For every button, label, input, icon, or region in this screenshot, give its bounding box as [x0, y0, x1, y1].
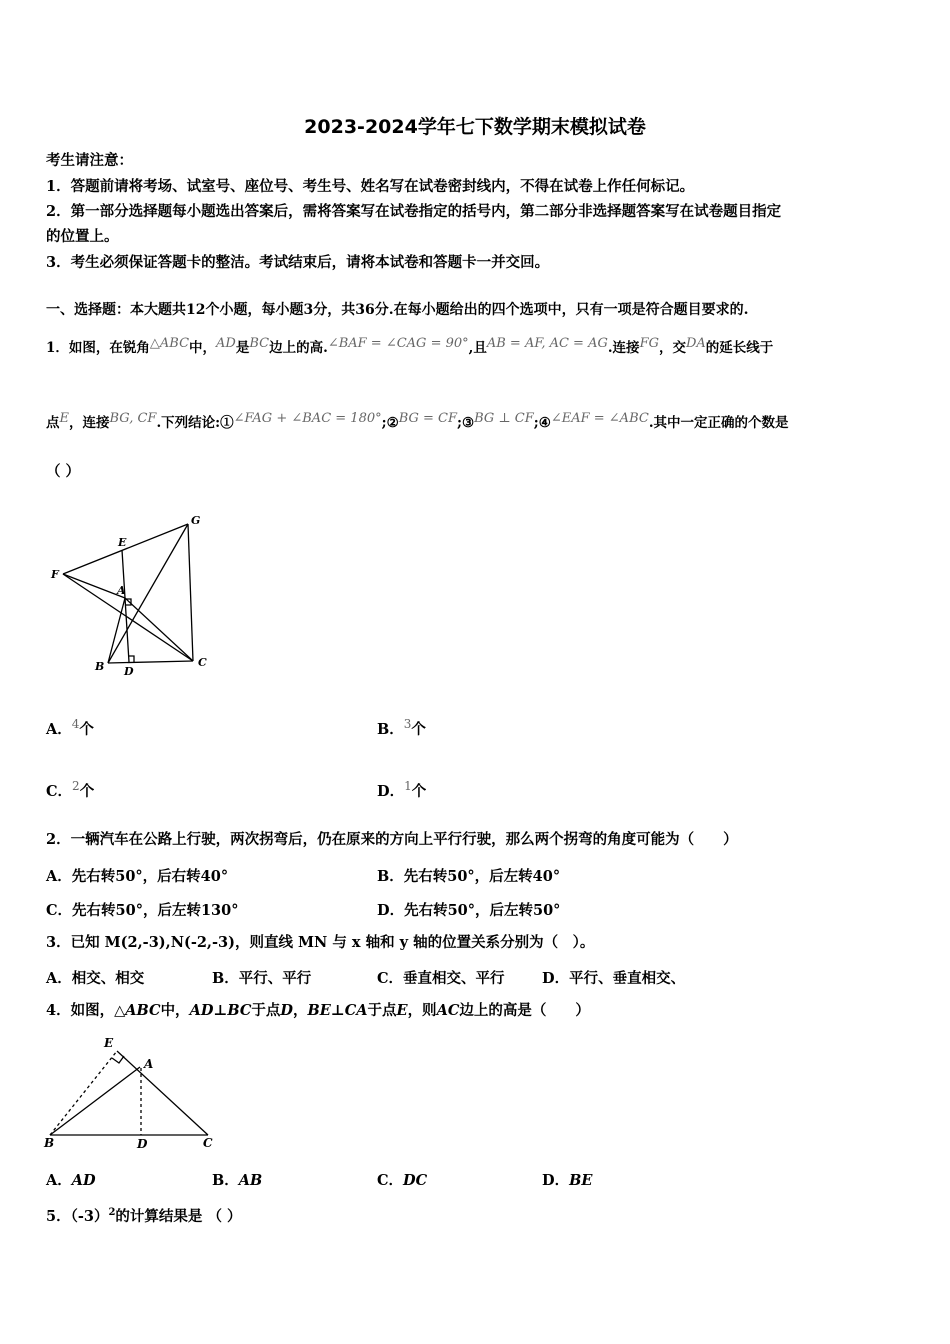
q4-option-b[interactable]: B．AB	[212, 1172, 263, 1189]
q4-option-d[interactable]: D．BE	[542, 1172, 593, 1189]
q1-fig-label-d: D	[124, 665, 134, 678]
q1-fig-label-c: C	[198, 656, 207, 669]
q1-option-b[interactable]: B．$^3$个	[377, 717, 426, 738]
q4-fig-label-a: A	[144, 1057, 154, 1071]
page-title: 2023-2024学年七下数学期末模拟试卷	[304, 116, 646, 138]
q1-line-2: 点E，连接BG, CF.下列结论:①∠FAG + ∠BAC = 180°;②BG = CF;③BG ⊥ CF;④∠EAF = ∠ABC.其中一定正确的个数是	[46, 411, 789, 431]
q5-stem: 5．$(-3)^2$的计算结果是 （ ）	[46, 1207, 242, 1225]
q1-answer-bracket: （ ）	[46, 463, 81, 480]
notice-item-3: 3．考生必须保证答题卡的整洁。考试结束后，请将本试卷和答题卡一并交回。	[46, 254, 550, 271]
q4-fig-label-c: C	[203, 1136, 213, 1150]
q4-option-a[interactable]: A．AD	[46, 1172, 96, 1189]
section-heading: 一、选择题：本大题共12个小题，每小题3分，共36分.在每小题给出的四个选项中，只有一项是符合题目要求的.	[46, 302, 749, 318]
q2-stem: 2．一辆汽车在公路上行驶，两次拐弯后，仍在原来的方向上平行行驶，那么两个拐弯的角度可能为（ ）	[46, 831, 738, 848]
q4-option-c[interactable]: C．DC	[377, 1172, 428, 1189]
q4-stem: 4．如图，△ABC中，AD⊥BC于点D，BE⊥CA于点E，则AC边上的高是（ ）	[46, 1002, 590, 1019]
q2-option-d[interactable]: D．先右转50°，后左转50°	[377, 902, 561, 919]
q1-fig-label-b: B	[95, 660, 105, 673]
q3-option-d[interactable]: D．平行、垂直相交、	[542, 970, 686, 987]
q3-option-a[interactable]: A．相交、相交	[46, 970, 145, 987]
q1-figure	[45, 510, 220, 680]
q3-option-c[interactable]: C．垂直相交、平行	[377, 970, 505, 987]
q4-fig-label-b: B	[44, 1136, 55, 1150]
notice-item-1: 1．答题前请将考场、试室号、座位号、考生号、姓名写在试卷密封线内，不得在试卷上作任何标记。	[46, 178, 695, 195]
q1-option-d[interactable]: D．$^1$个	[377, 779, 427, 800]
q4-fig-label-e: E	[104, 1036, 114, 1050]
q1-fig-label-a: A	[117, 584, 126, 597]
q3-option-b[interactable]: B．平行、平行	[212, 970, 312, 987]
q1-option-a[interactable]: A．$^4$个	[46, 717, 94, 738]
notice-heading: 考生请注意：	[46, 152, 133, 169]
q1-option-c[interactable]: C．$^2$个	[46, 779, 95, 800]
q1-fig-label-g: G	[191, 514, 201, 527]
q2-option-c[interactable]: C．先右转50°，后左转130°	[46, 902, 239, 919]
q2-option-a[interactable]: A．先右转50°，后右转40°	[46, 868, 229, 885]
q1-fig-label-f: F	[51, 568, 59, 581]
notice-item-2b: 的位置上。	[46, 228, 119, 245]
q4-fig-label-d: D	[137, 1137, 148, 1151]
q4-figure	[40, 1030, 225, 1155]
q1-line-1: 1．如图，在锐角△ABC中，AD是BC边上的高.∠BAF = ∠CAG = 90°,且AB = AF, AC = AG.连接FG，交DA的延长线于	[46, 336, 774, 356]
q3-stem: 3．已知 M(2,-3),N(-2,-3)，则直线 MN 与 x 轴和 y 轴的位置关系分别为（ ）。	[46, 934, 595, 951]
notice-item-2a: 2．第一部分选择题每小题选出答案后，需将答案写在试卷指定的括号内，第二部分非选择题答案写在试卷题目指定	[46, 203, 782, 220]
q1-fig-label-e: E	[118, 536, 127, 549]
q2-option-b[interactable]: B．先右转50°，后左转40°	[377, 868, 561, 885]
